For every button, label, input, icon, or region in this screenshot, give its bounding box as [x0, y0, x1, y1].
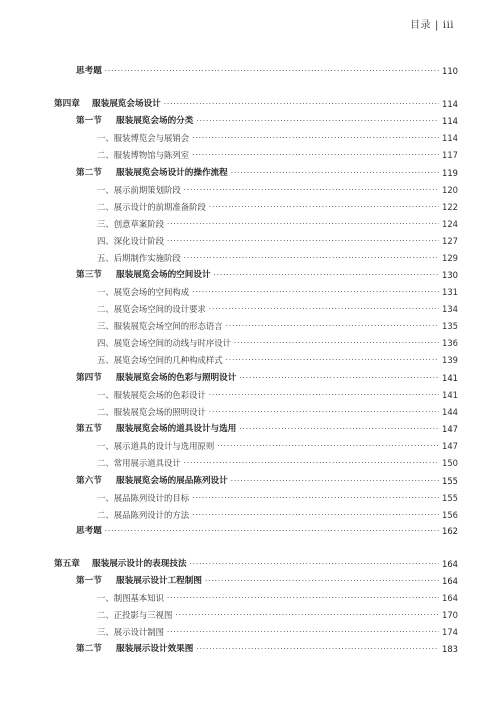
toc-page-number: 127	[442, 236, 458, 246]
toc-entry-title: 四、深化设计阶段	[97, 236, 164, 246]
toc-entry-label	[97, 491, 189, 505]
toc-entry-title: 五、展览会场空间的几种构成样式	[97, 355, 223, 365]
toc-page-number: 164	[442, 593, 458, 603]
toc-entry-title: 服装展示设计的表现技法	[92, 559, 187, 569]
toc-section-row[interactable]	[76, 371, 458, 385]
toc-section-row[interactable]	[76, 642, 458, 656]
toc-entry-title: 一、制图基本知识	[97, 593, 164, 603]
toc-entry-title: 三、展示设计制图	[97, 627, 164, 637]
toc-page-number: 114	[442, 133, 458, 143]
dot-leader	[167, 217, 439, 231]
toc-page-number: 136	[442, 338, 458, 348]
header-label: 目录	[410, 20, 432, 31]
toc-subsection-row[interactable]	[97, 439, 458, 453]
toc-entry-label	[97, 508, 189, 522]
toc-entry-label	[76, 474, 228, 488]
toc-entry-title: 一、服装展览会场的色彩设计	[97, 390, 206, 400]
toc-entry-number: 第五节	[76, 424, 102, 434]
toc-entry-label	[97, 336, 231, 350]
toc-page-number: 139	[442, 355, 458, 365]
dot-leader	[209, 200, 439, 214]
dot-leader	[226, 353, 439, 367]
toc-entry-title: 服装展览会场的色彩与照明设计	[116, 373, 237, 383]
dot-leader	[226, 319, 439, 333]
toc-subsection-row[interactable]	[97, 319, 458, 333]
dot-leader	[192, 148, 439, 162]
toc-entry-label	[97, 439, 214, 453]
toc-entry-number: 第二节	[76, 168, 102, 178]
dot-leader	[164, 97, 439, 111]
toc-entry-title: 二、正投影与三视图	[97, 610, 173, 620]
toc-page-number: 141	[442, 373, 458, 383]
dot-leader	[167, 625, 439, 639]
toc-entry-number: 第三节	[76, 270, 102, 280]
toc-subsection-row[interactable]	[97, 183, 458, 197]
toc-section-row[interactable]	[76, 524, 458, 538]
toc-entry-label	[97, 405, 206, 419]
toc-page-number: 117	[442, 150, 458, 160]
toc-subsection-row[interactable]	[97, 285, 458, 299]
toc-subsection-row[interactable]	[97, 200, 458, 214]
dot-leader	[209, 388, 439, 402]
dot-leader	[190, 557, 439, 571]
toc-entry-label	[97, 131, 189, 145]
toc-page-number: 119	[442, 168, 458, 178]
toc-section-row[interactable]	[76, 474, 458, 488]
toc-entry-title: 服装展览会场的空间设计	[116, 270, 211, 280]
toc-entry-title: 一、展示道具的设计与选用原则	[97, 441, 215, 451]
toc-entry-label	[76, 524, 102, 538]
dot-leader	[196, 642, 439, 656]
toc-page-number: 114	[442, 116, 458, 126]
toc-page-number: 162	[442, 526, 458, 536]
running-header	[410, 16, 454, 31]
toc-subsection-row[interactable]	[97, 508, 458, 522]
toc-entry-number: 第一节	[76, 116, 102, 126]
toc-chapter-row[interactable]	[54, 97, 458, 111]
header-separator: |	[435, 20, 439, 31]
toc-entry-label	[54, 557, 187, 571]
dot-leader	[192, 491, 439, 505]
toc-page-number: 110	[442, 66, 458, 76]
toc-page-number: 124	[442, 219, 458, 229]
toc-subsection-row[interactable]	[97, 148, 458, 162]
toc-page-number: 144	[442, 407, 458, 417]
toc-entry-title: 一、展览会场的空间构成	[97, 287, 190, 297]
toc-entry-label	[97, 217, 164, 231]
dot-leader	[105, 524, 439, 538]
toc-subsection-row[interactable]	[97, 388, 458, 402]
toc-entry-title: 二、展品陈列设计的方法	[97, 510, 190, 520]
toc-entry-label	[97, 148, 189, 162]
dot-leader	[239, 422, 439, 436]
toc-page-number: 147	[442, 441, 458, 451]
toc-entry-title: 一、展示前期策划阶段	[97, 185, 181, 195]
dot-leader	[192, 508, 439, 522]
toc-subsection-row[interactable]	[97, 591, 458, 605]
toc-page-number: 130	[442, 270, 458, 280]
toc-entry-label	[97, 234, 164, 248]
toc-entry-number: 第四节	[76, 373, 102, 383]
toc-entry-title: 服装展览会场设计的操作流程	[116, 168, 228, 178]
toc-entry-label	[76, 422, 236, 436]
toc-page-number: 183	[442, 644, 458, 654]
dot-leader	[231, 166, 439, 180]
toc-page-number: 131	[442, 287, 458, 297]
toc-entry-title: 五、后期制作实施阶段	[97, 253, 181, 263]
toc-page-number: 135	[442, 321, 458, 331]
toc-page-number: 156	[442, 510, 458, 520]
toc-page-number: 174	[442, 627, 458, 637]
toc-entry-label	[97, 353, 223, 367]
toc-entry-title: 思考题	[76, 66, 102, 76]
toc-page-number: 122	[442, 202, 458, 212]
toc-entry-title: 服装展览会场的道具设计与选用	[116, 424, 237, 434]
dot-leader	[184, 456, 439, 470]
dot-leader	[209, 302, 439, 316]
toc-entry-label	[76, 166, 228, 180]
toc-entry-title: 服装展览会场设计	[92, 99, 161, 109]
toc-page-number: 134	[442, 304, 458, 314]
toc-entry-title: 二、展览会场空间的设计要求	[97, 304, 206, 314]
toc-entry-label	[97, 456, 181, 470]
toc-section-row[interactable]	[76, 422, 458, 436]
toc-page-number: 141	[442, 390, 458, 400]
toc-subsection-row[interactable]	[97, 625, 458, 639]
toc-entry-title: 二、服装博物馆与陈列室	[97, 150, 190, 160]
toc-subsection-row[interactable]	[97, 491, 458, 505]
toc-entry-title: 服装展览会场的分类	[116, 116, 194, 126]
toc-entry-title: 二、服装展览会场的照明设计	[97, 407, 206, 417]
toc-entry-title: 服装展示设计效果图	[116, 644, 194, 654]
toc-subsection-row[interactable]	[97, 608, 458, 622]
toc-entry-title: 服装展览会场的展品陈列设计	[116, 476, 228, 486]
toc-entry-title: 二、常用展示道具设计	[97, 458, 181, 468]
toc-entry-title: 三、创意草案阶段	[97, 219, 164, 229]
toc-subsection-row[interactable]	[97, 251, 458, 265]
toc-entry-label	[97, 319, 223, 333]
toc-subsection-row[interactable]	[97, 131, 458, 145]
toc-entry-title: 三、服装展览会场空间的形态语言	[97, 321, 223, 331]
dot-leader	[209, 405, 439, 419]
toc-section-row[interactable]	[76, 166, 458, 180]
dot-leader	[205, 574, 439, 588]
dot-leader	[105, 64, 439, 78]
toc-page-number: 155	[442, 476, 458, 486]
toc-entry-label	[97, 302, 206, 316]
toc-entry-label	[76, 642, 193, 656]
toc-entry-label	[54, 97, 161, 111]
toc-subsection-row[interactable]	[97, 234, 458, 248]
toc-page-number: 114	[442, 99, 458, 109]
toc-page-number: 129	[442, 253, 458, 263]
toc-entry-label	[97, 200, 206, 214]
header-page-number: iii	[442, 20, 454, 31]
toc-entry-label	[97, 183, 181, 197]
toc-subsection-row[interactable]	[97, 302, 458, 316]
toc-page-number: 164	[442, 559, 458, 569]
toc-entry-title: 二、展示设计的前期准备阶段	[97, 202, 206, 212]
dot-leader	[239, 371, 439, 385]
dot-leader	[175, 608, 439, 622]
toc-section-row[interactable]	[76, 268, 458, 282]
toc-page-number: 164	[442, 576, 458, 586]
toc-subsection-row[interactable]	[97, 336, 458, 350]
dot-leader	[214, 268, 439, 282]
toc-entry-title: 一、服装博览会与展销会	[97, 133, 190, 143]
toc-entry-number: 第四章	[54, 99, 80, 109]
toc-entry-title: 一、展品陈列设计的目标	[97, 493, 190, 503]
toc-section-row[interactable]	[76, 574, 458, 588]
toc-entry-number: 第五章	[54, 559, 80, 569]
toc-page-number: 170	[442, 610, 458, 620]
toc-subsection-row[interactable]	[97, 353, 458, 367]
toc-section-row[interactable]	[76, 64, 458, 78]
toc-entry-label	[76, 371, 236, 385]
toc-section-row[interactable]	[76, 114, 458, 128]
toc-entry-number: 第二节	[76, 644, 102, 654]
toc-entry-label	[97, 608, 172, 622]
toc-entry-number: 第一节	[76, 576, 102, 586]
toc-entry-title: 四、展览会场空间的动线与时序设计	[97, 338, 231, 348]
dot-leader	[184, 183, 439, 197]
dot-leader	[192, 285, 439, 299]
toc-entry-label	[97, 388, 206, 402]
toc-page-number: 120	[442, 185, 458, 195]
dot-leader	[167, 591, 439, 605]
toc-entry-label	[76, 64, 102, 78]
dot-leader	[196, 114, 439, 128]
toc-entry-number: 第六节	[76, 476, 102, 486]
dot-leader	[192, 131, 439, 145]
toc-entry-label	[97, 625, 164, 639]
toc-chapter-row[interactable]	[54, 557, 458, 571]
toc-entry-label	[97, 285, 189, 299]
toc-entry-label	[76, 268, 211, 282]
toc-entry-label	[76, 574, 202, 588]
toc-page-number: 155	[442, 493, 458, 503]
toc-subsection-row[interactable]	[97, 405, 458, 419]
toc-entry-label	[97, 591, 164, 605]
toc-entry-label	[76, 114, 193, 128]
dot-leader	[167, 234, 439, 248]
dot-leader	[231, 474, 439, 488]
dot-leader	[184, 251, 439, 265]
toc-subsection-row[interactable]	[97, 456, 458, 470]
toc-entry-title: 服装展示设计工程制图	[116, 576, 202, 586]
toc-entry-label	[97, 251, 181, 265]
toc-entry-title: 思考题	[76, 526, 102, 536]
toc-page-number: 147	[442, 424, 458, 434]
dot-leader	[234, 336, 439, 350]
toc-page-number: 150	[442, 458, 458, 468]
dot-leader	[217, 439, 439, 453]
toc-subsection-row[interactable]	[97, 217, 458, 231]
